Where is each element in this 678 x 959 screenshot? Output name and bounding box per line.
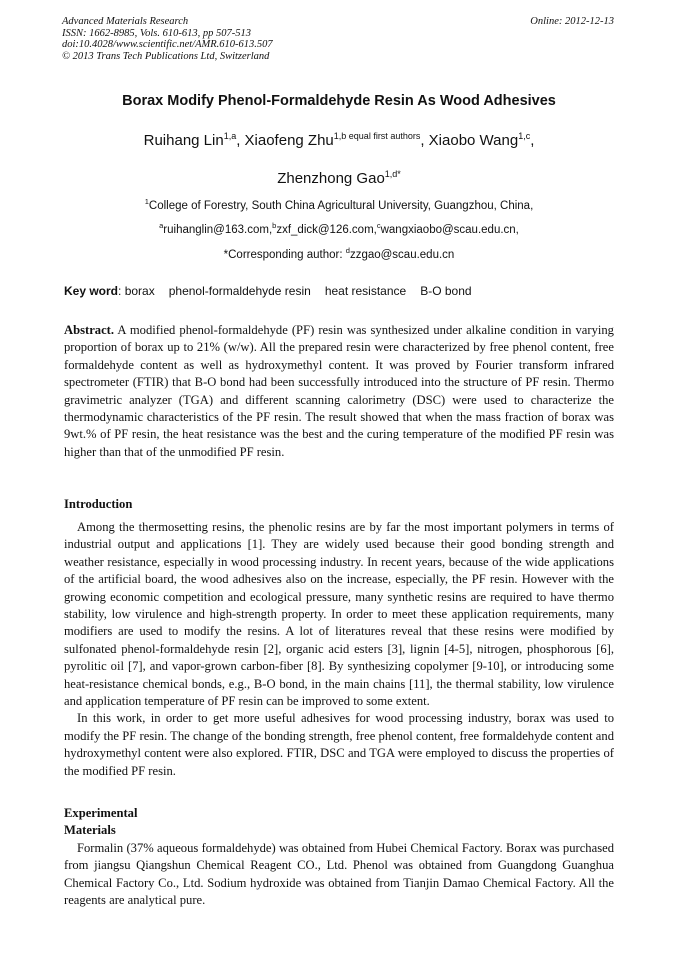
author-affil-sup: 1,a (223, 131, 237, 141)
keyword: B-O bond (420, 284, 472, 298)
email-line (0, 221, 678, 236)
copyright-line: © 2013 Trans Tech Publications Ltd, Switzerland (62, 50, 270, 62)
corresponding-label: *Corresponding author: (223, 248, 346, 261)
author-line-1 (0, 131, 678, 149)
affiliation-text: College of Forestry, South China Agricultural University, Guangzhou, China, (148, 199, 534, 212)
author-name: Zhenzhong Gao (277, 170, 385, 187)
email-sup: b (272, 221, 277, 230)
author-affil-sup: 1,b equal first authors (333, 131, 421, 141)
abstract (64, 322, 614, 461)
keyword: phenol-formaldehyde resin (168, 284, 311, 298)
keyword: heat resistance (324, 284, 407, 298)
author-line-2 (0, 169, 678, 187)
paragraph: Among the thermosetting resins, the phenolic resins are by far the most important polymers in terms of industrial output and applications [1]. They are widely used because their good bonding strength and weather resistance, especially in wood processing industry. In recent years, because of the wide applications of the artificial board, the wood adhesives also on the increase, especially, the PF resin. However with the growing economic competition and ecological pressure, many synthetic resins are required to have thermo stability, low virulence and high-strength property. In order to meet these application requirements, many modifiers are used to modify the resins. A lot of literatures reveal that these resins were modified by sulfonated phenol-formaldehyde resin [2], organic acid esters [3], lignin [4-5], nitrogen, phosphorous [6], pyrolitic oil [7], and vapor-grown carbon-fiber [8]. By synthesizing copolymer [9-10], or introducing some heat-resistance chemical bonds, e.g., B-O bond, in the main chains [11], the thermal stability, low virulence and application temperature of PF resin can be improved to some extent. (64, 520, 614, 709)
abstract-label: Abstract. (64, 323, 115, 337)
materials-body (64, 840, 614, 910)
email-link[interactable]: wangxiaobo@scau.edu.cn, (380, 223, 519, 236)
author-affil-sup: 1,c (518, 131, 531, 141)
author-affil-sup: 1,d* (384, 169, 401, 179)
author-name: , Xiaofeng Zhu (236, 132, 334, 149)
doi-line: doi:10.4028/www.scientific.net/AMR.610-613.507 (62, 39, 273, 50)
email-link[interactable]: ruihanglin@163.com, (163, 223, 273, 236)
author-name: , Xiaobo Wang (420, 132, 519, 149)
keyword: borax (124, 284, 155, 298)
email-sup: c (376, 221, 381, 230)
affiliation-sup: 1 (144, 197, 149, 206)
email-link[interactable]: zzgao@scau.edu.cn (349, 248, 455, 261)
introduction-body (64, 519, 614, 780)
issn-line: ISSN: 1662-8985, Vols. 610-613, pp 507-513 (62, 27, 251, 39)
affiliation-line (0, 197, 678, 212)
keywords-separator: : (118, 284, 125, 298)
paragraph: In this work, in order to get more useful adhesives for wood processing industry, borax was used to modify the PF resin. The change of the bonding strength, free phenol content, free formaldehyde content and hydroxymethyl content were also explored. FTIR, DSC and TGA were employed to discuss the properties of the modified PF resin. (64, 711, 614, 778)
subsection-heading-materials: Materials (64, 823, 116, 837)
author-name: Ruihang Lin (143, 132, 224, 149)
email-link[interactable]: zxf_dick@126.com, (276, 223, 377, 236)
email-sup: d (345, 246, 350, 255)
section-heading-experimental: Experimental (64, 806, 138, 820)
journal-name: Advanced Materials Research (62, 16, 189, 27)
journal-header (62, 16, 273, 62)
section-heading-introduction: Introduction (64, 497, 133, 511)
paper-title: Borax Modify Phenol-Formaldehyde Resin As Wood Adhesives (122, 93, 556, 109)
keywords-label: Key word (64, 284, 119, 298)
online-date: Online: 2012-12-13 (530, 16, 614, 27)
author-separator: , (530, 132, 535, 149)
corresponding-author-line (0, 246, 678, 261)
paragraph: Formalin (37% aqueous formaldehyde) was obtained from Hubei Chemical Factory. Borax was purchased from jiangsu Qiangshun Chemical Reagent CO., Ltd. Phenol was obtained from Guangdong Guanghua Chemical Factory Co., Ltd. Sodium hydroxide was obtained from Tianjin Damao Chemical Factory. All the reagents are analytical pure. (64, 841, 614, 908)
abstract-text: A modified phenol-formaldehyde (PF) resin was synthesized under alkaline condition in varying proportion of borax up to 21% (w/w). All the prepared resin were characterized by free phenol content, free formaldehyde content as well as hydroxymethyl content. It was proved by Fourier transform infrared spectrometer (FTIR) that B-O bond had been successfully introduced into the structure of PF resin. Thermo gravimetric analyzer (TGA) and different scanning calorimetry (DSC) were used to characterize the thermodynamic characteristics of the PF resin. The result showed that when the mass fraction of borax was 9wt.% of PF resin, the heat resistance was the best and the curing temperature of the modified PF resin was higher than that of the unmodified PF resin. (64, 323, 614, 459)
keywords (64, 284, 472, 298)
email-sup: a (159, 221, 164, 230)
